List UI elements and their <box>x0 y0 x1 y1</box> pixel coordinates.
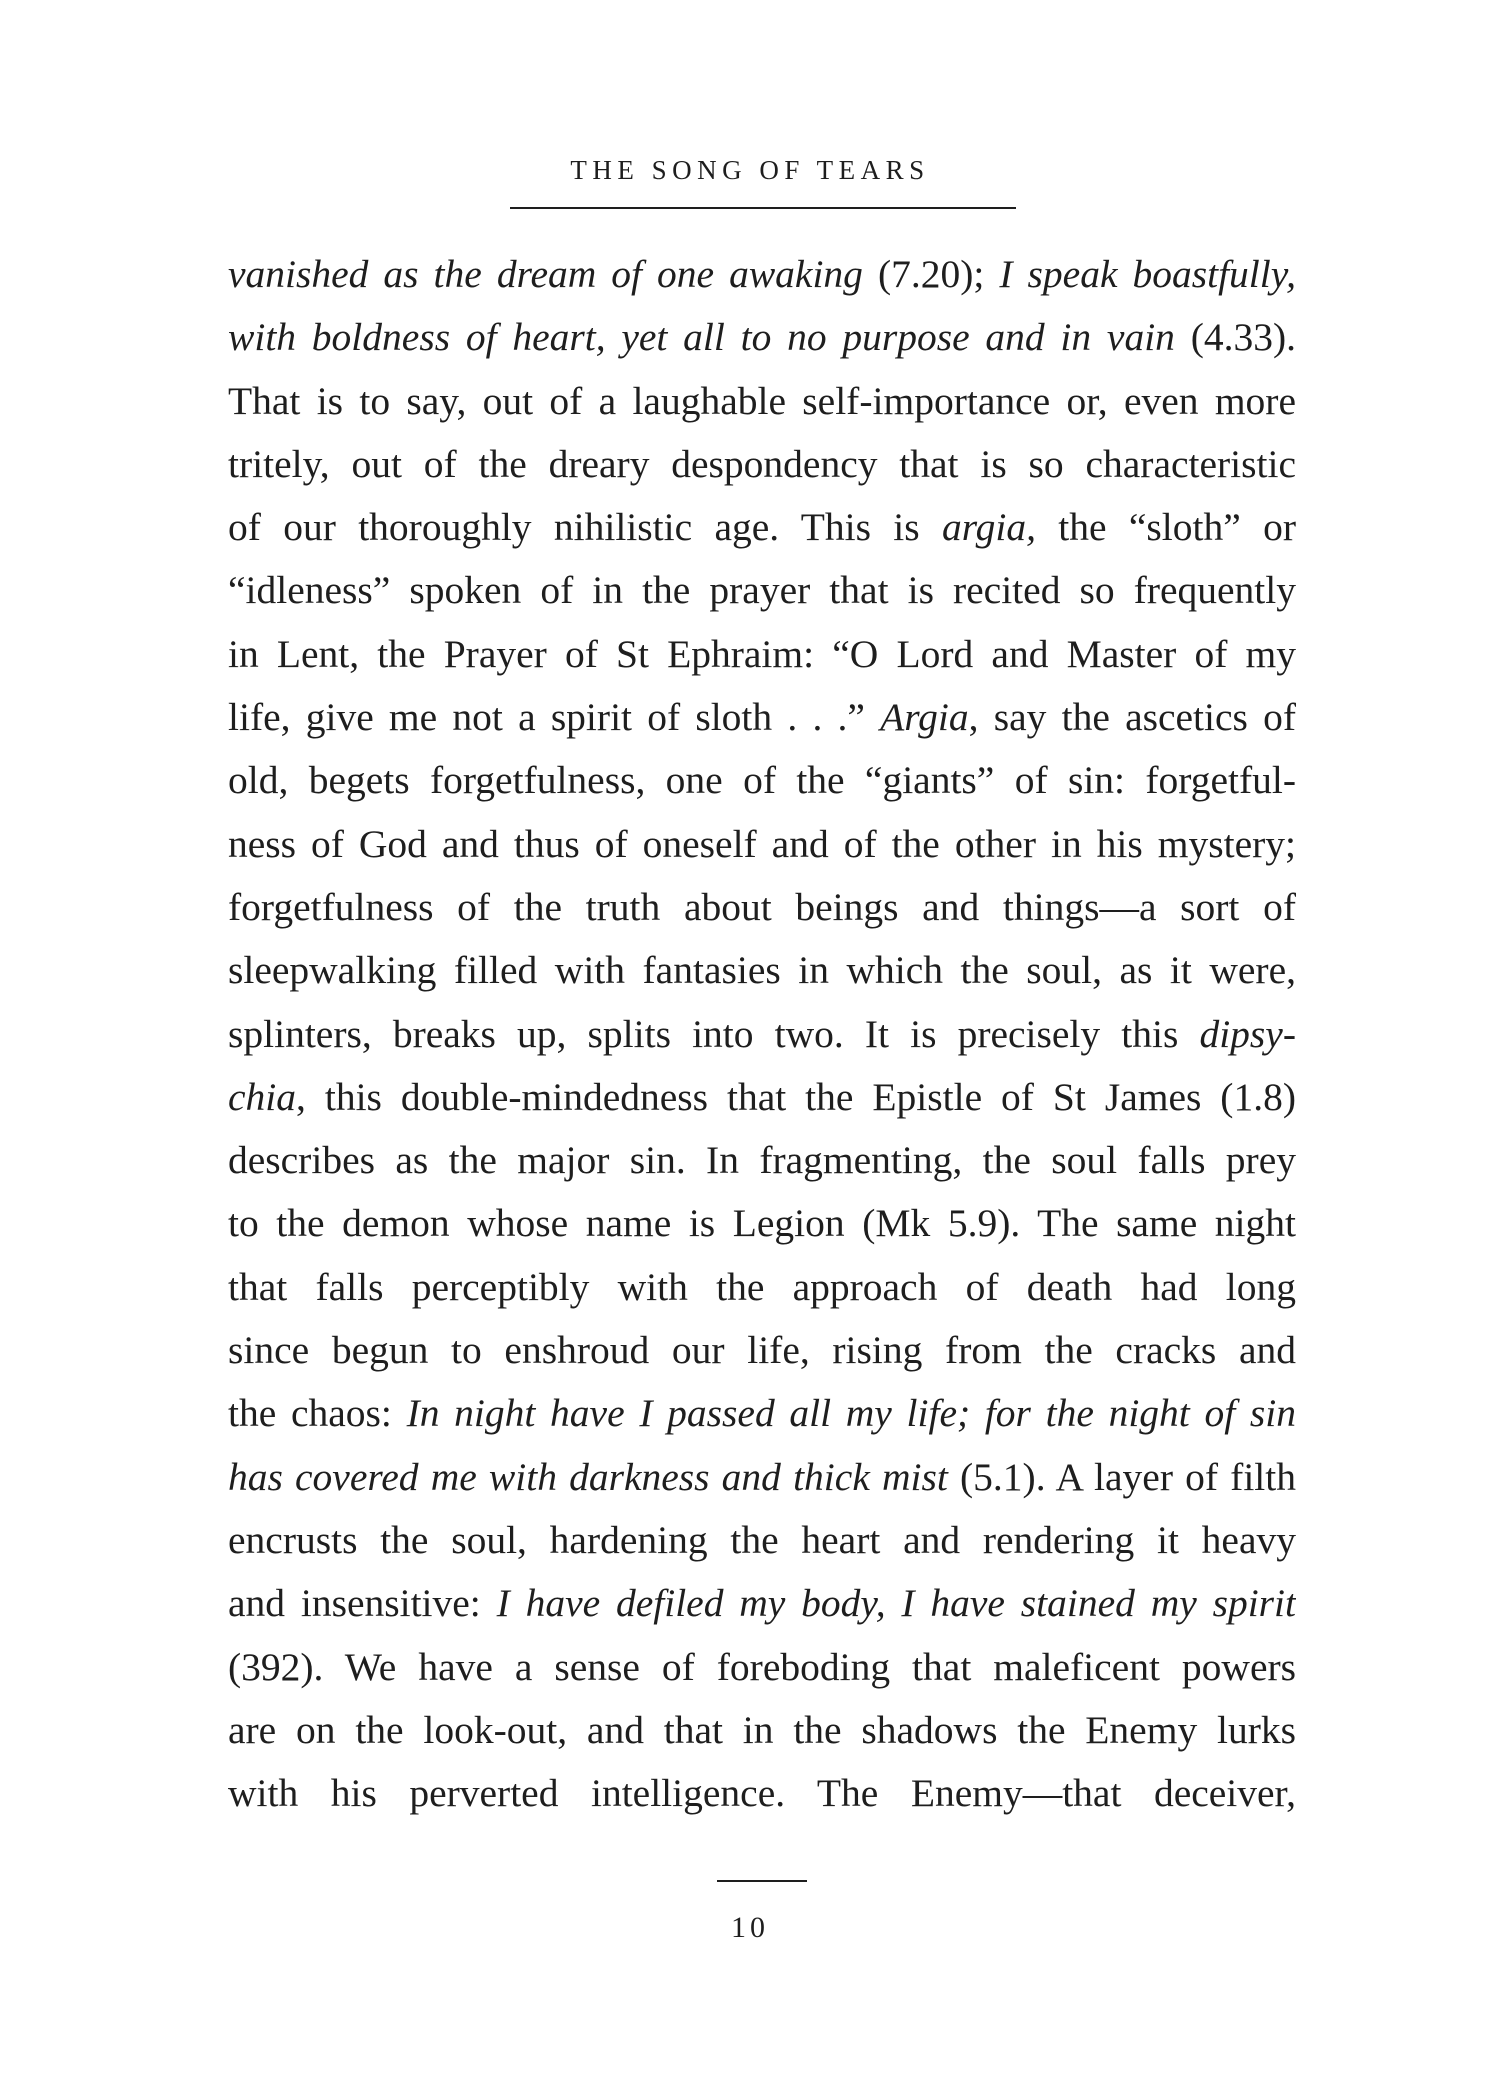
text-line <box>228 1762 1296 1825</box>
text-run: “idleness” spoken of in the prayer that is recited so frequently <box>228 568 1296 613</box>
text-line <box>228 939 1296 1002</box>
footer-rule <box>717 1880 807 1882</box>
body-text <box>228 243 1296 1825</box>
text-run: (5.1). A layer of filth <box>947 1454 1296 1499</box>
text-line <box>228 1192 1296 1255</box>
text-run: and insensitive: <box>228 1581 497 1626</box>
text-line <box>228 370 1296 433</box>
text-line <box>228 686 1296 749</box>
italic-text: I have defiled my body, I have stained my spirit <box>496 1581 1296 1626</box>
text-run: , this double-mindedness that the Epistle of St James (1.8) <box>296 1074 1296 1119</box>
text-line <box>228 306 1296 369</box>
text-run: are on the look-out, and that in the shadows the Enemy lurks <box>228 1707 1296 1752</box>
text-run: That is to say, out of a laughable self-importance or, even more <box>228 378 1296 423</box>
italic-text: In night have I passed all my life; for the night of sin <box>406 1391 1296 1436</box>
text-run: (7.20); <box>862 252 1000 296</box>
italic-text: chia <box>228 1074 297 1119</box>
text-line <box>228 1699 1296 1762</box>
header-rule <box>510 207 1016 209</box>
text-line <box>228 1129 1296 1192</box>
text-line <box>228 876 1296 939</box>
text-run: tritely, out of the dreary despondency that is so characteristic <box>228 441 1296 486</box>
text-line <box>228 623 1296 686</box>
text-line <box>228 1003 1296 1066</box>
text-line <box>228 433 1296 496</box>
text-run: old, begets forgetfulness, one of the “giants” of sin: forgetful- <box>228 758 1296 803</box>
text-run: (392). We have a sense of foreboding that maleficent powers <box>228 1644 1296 1689</box>
text-line <box>228 1446 1296 1509</box>
text-run: encrusts the soul, hardening the heart and rendering it heavy <box>228 1517 1296 1562</box>
text-run: with his perverted intelligence. The Enemy—that deceiver, <box>228 1771 1296 1816</box>
text-line <box>228 1256 1296 1319</box>
text-run: forgetfulness of the truth about beings and things—a sort of <box>228 884 1296 929</box>
italic-text: Argia <box>880 695 969 740</box>
text-line <box>228 1636 1296 1699</box>
text-run: sleepwalking filled with fantasies in which the soul, as it were, <box>228 948 1296 993</box>
text-line <box>228 1066 1296 1129</box>
italic-text: argia, <box>941 505 1036 550</box>
text-run: (4.33). <box>1174 315 1296 360</box>
text-line <box>228 1382 1296 1445</box>
text-run: the chaos: <box>228 1391 407 1436</box>
text-run: to the demon whose name is Legion (Mk 5.9). The same night <box>228 1201 1296 1246</box>
running-head: THE SONG OF TEARS <box>570 155 930 185</box>
text-run: of our thoroughly nihilistic age. This is <box>228 505 942 550</box>
text-run: ness of God and thus of oneself and of the other in his mystery; <box>228 821 1296 866</box>
italic-text: has covered me with darkness and thick mist <box>228 1454 948 1499</box>
text-run: splinters, breaks up, splits into two. It is precisely this <box>228 1011 1200 1056</box>
text-run: describes as the major sin. In fragmenting, the soul falls prey <box>228 1138 1296 1183</box>
text-run: that falls perceptibly with the approach of death had long <box>228 1264 1296 1309</box>
page-number: 10 <box>731 1911 769 1944</box>
text-line <box>228 1319 1296 1382</box>
text-run: the “sloth” or <box>1035 505 1296 550</box>
text-run: in Lent, the Prayer of St Ephraim: “O Lord and Master of my <box>228 631 1296 676</box>
text-line <box>228 1509 1296 1572</box>
text-run: life, give me not a spirit of sloth . . .” <box>228 695 881 740</box>
text-line <box>228 496 1296 559</box>
italic-text: dipsy- <box>1199 1011 1296 1056</box>
text-line <box>228 243 1296 306</box>
italic-text: I speak boastfully, <box>999 252 1296 296</box>
text-run: , say the ascetics of <box>968 695 1296 740</box>
text-run: since begun to enshroud our life, rising from the cracks and <box>228 1328 1296 1373</box>
text-line <box>228 559 1296 622</box>
text-line <box>228 1572 1296 1635</box>
text-line <box>228 813 1296 876</box>
italic-text: with boldness of heart, yet all to no purpose and in vain <box>228 315 1175 360</box>
italic-text: vanished as the dream of one awaking <box>228 252 863 296</box>
text-line <box>228 749 1296 812</box>
